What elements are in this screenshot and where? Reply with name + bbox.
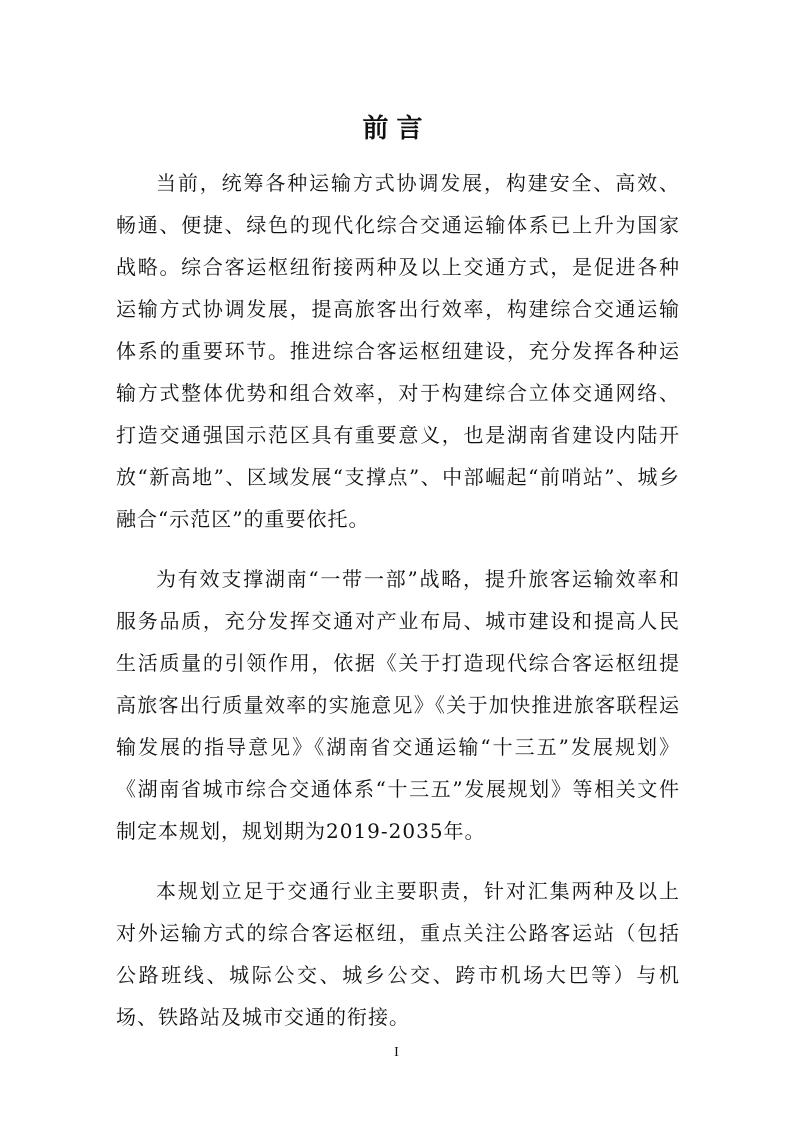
- paragraph-3: 本规划立足于交通行业主要职责，针对汇集两种及以上对外运输方式的综合客运枢纽，重点关注公路客运站（包括公路班线、城际公交、城乡公交、跨市机场大巴等）与机场、铁路站及城市交通的衔接。: [116, 879, 680, 1029]
- paragraph-1: 当前，统筹各种运输方式协调发展，构建安全、高效、畅通、便捷、绿色的现代化综合交通运输体系已上升为国家战略。综合客运枢纽衔接两种及以上交通方式，是促进各种运输方式协调发展，提高旅客出行效率，构建综合交通运输体系的重要环节。推进综合客运枢纽建设，充分发挥各种运输方式整体优势和组合效率，对于构建综合立体交通网络、打造交通强国示范区具有重要意义，也是湖南省建设内陆开放“新高地”、区域发展“支撑点”、中部崛起“前哨站”、城乡融合“示范区”的重要依托。: [116, 171, 680, 531]
- document-body: [116, 162, 680, 1056]
- page-number: I: [394, 1045, 399, 1060]
- paragraph-2: 为有效支撑湖南“一带一部”战略，提升旅客运输效率和服务品质，充分发挥交通对产业布局、城市建设和提高人民生活质量的引领作用，依据《关于打造现代综合客运枢纽提高旅客出行质量效率的实施意见》《关于加快推进旅客联程运输发展的指导意见》《湖南省交通运输“十三五”发展规划》《湖南省城市综合交通体系“十三五”发展规划》等相关文件制定本规划，规划期为2019-2035年。: [116, 567, 680, 843]
- document-title: 前言: [362, 114, 431, 144]
